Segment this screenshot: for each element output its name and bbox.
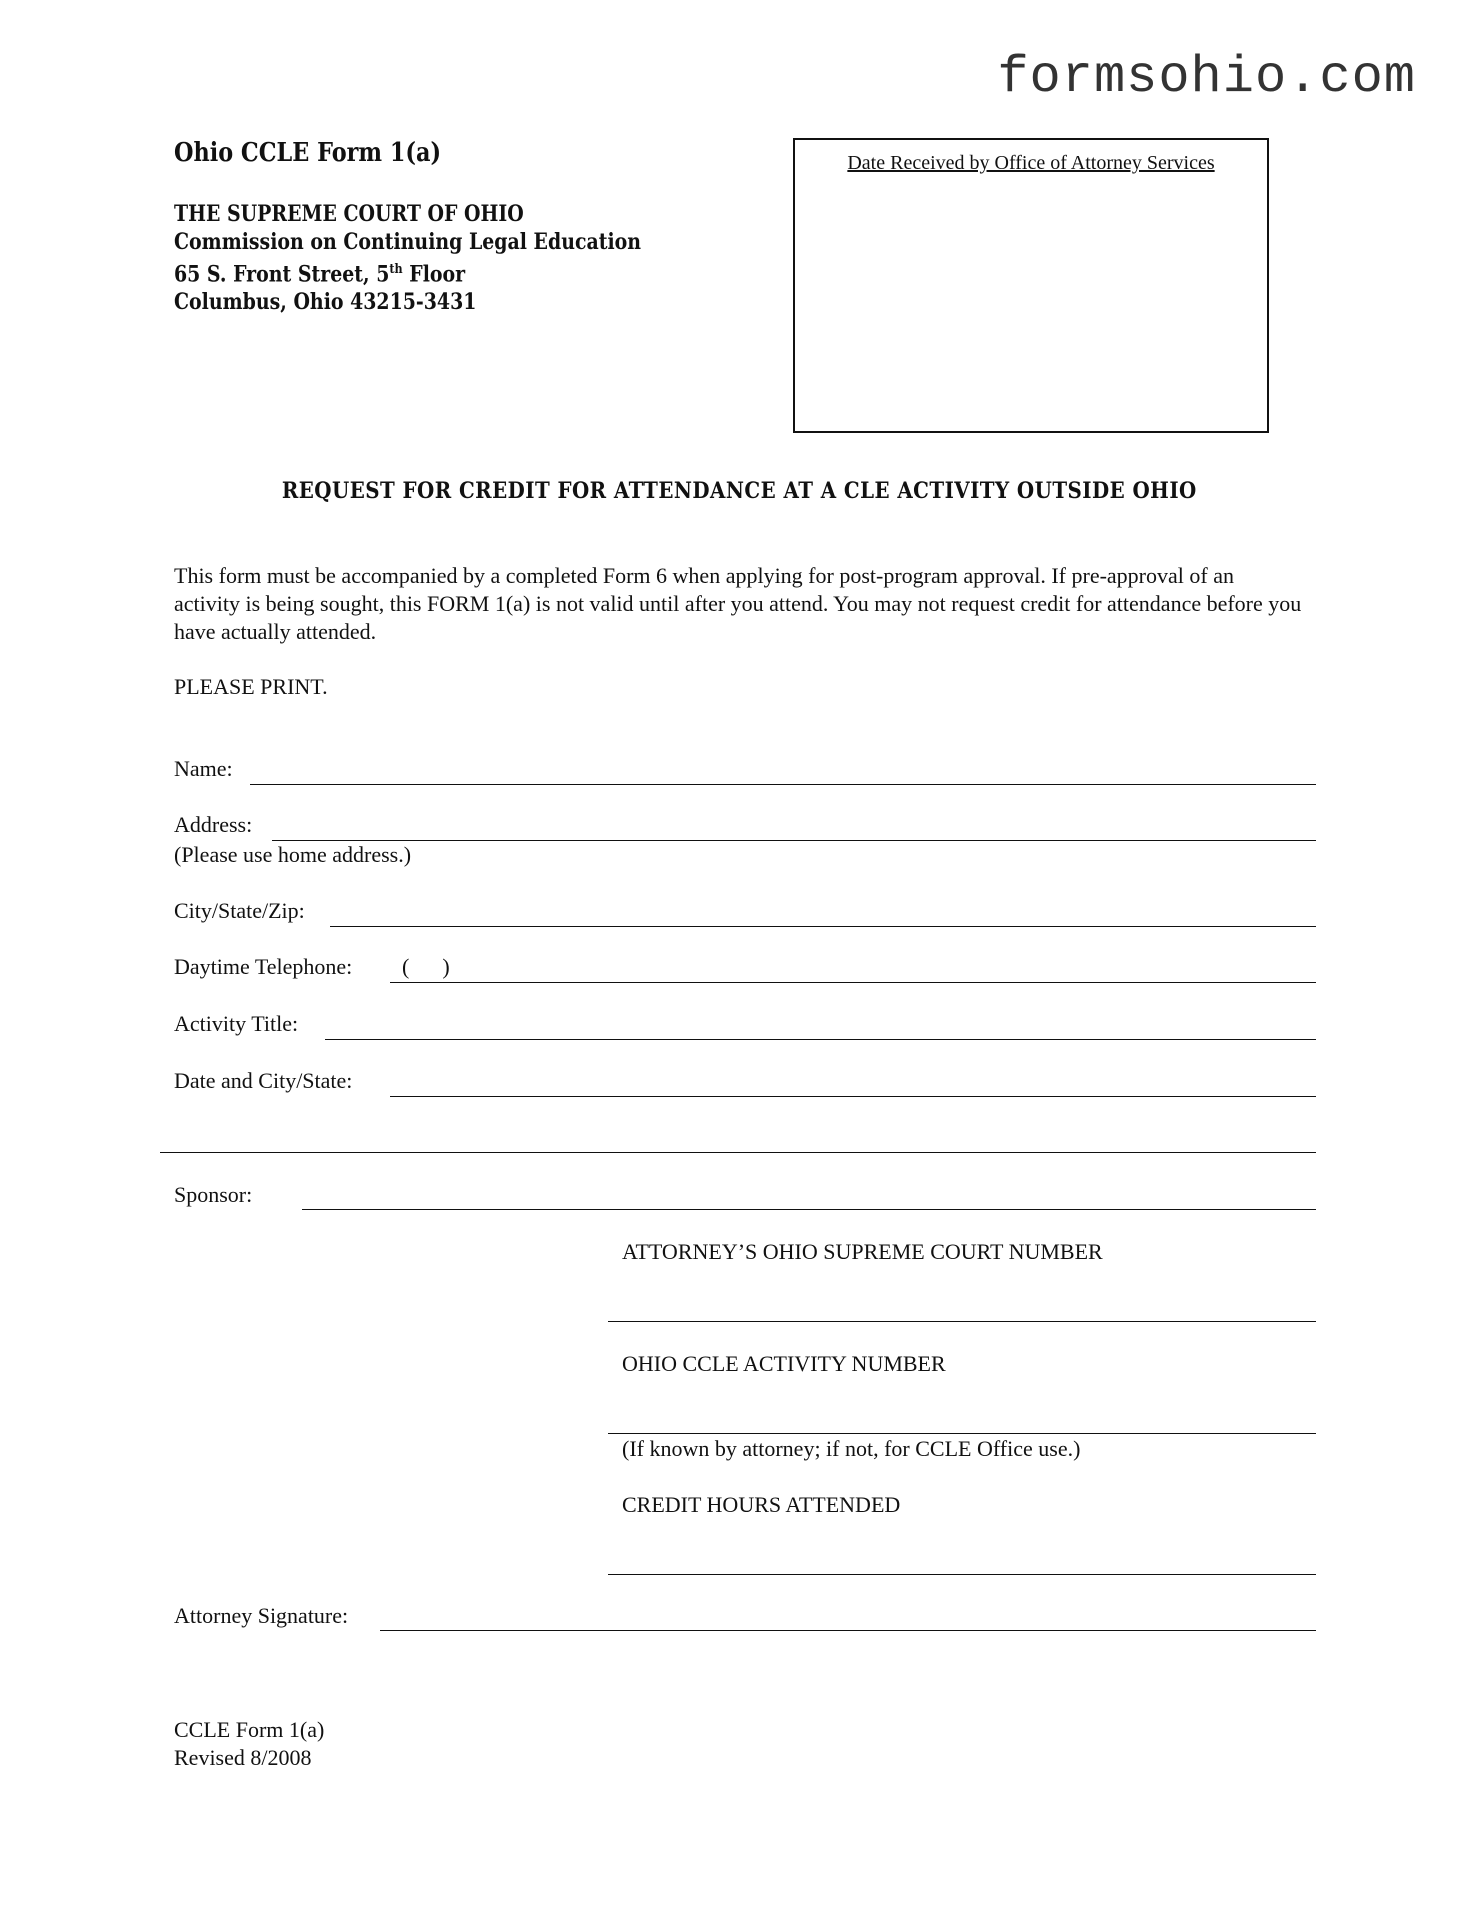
telephone-label: Daytime Telephone: <box>174 954 353 979</box>
court-name: THE SUPREME COURT OF OHIO <box>174 201 524 227</box>
address-note: (Please use home address.) <box>174 842 412 867</box>
date-city-state-field[interactable] <box>390 1096 1316 1097</box>
court-number-field[interactable] <box>608 1321 1316 1322</box>
footer-revised-date: Revised 8/2008 <box>174 1745 312 1770</box>
intro-paragraph: This form must be accompanied by a completed Form 6 when applying for post-program approval. If pre-approval of an activity is being sought, this FORM 1(a) is not valid until after you attend. You may not request credit for attendance before you have actually attended. <box>174 563 1302 644</box>
signature-label: Attorney Signature: <box>174 1603 349 1628</box>
signature-field[interactable] <box>380 1630 1316 1631</box>
commission-name: Commission on Continuing Legal Education <box>174 229 642 255</box>
city-address: Columbus, Ohio 43215-3431 <box>174 289 477 316</box>
name-field[interactable] <box>250 784 1316 785</box>
additional-line-field[interactable] <box>160 1152 1316 1153</box>
telephone-field[interactable] <box>390 982 1316 983</box>
footer <box>174 1716 324 1772</box>
date-received-box <box>793 138 1269 433</box>
footer-form-name: CCLE Form 1(a) <box>174 1717 325 1742</box>
activity-number-note: (If known by attorney; if not, for CCLE Office use.) <box>622 1436 1081 1461</box>
form-title: Ohio CCLE Form 1(a) <box>174 138 442 168</box>
activity-title-label: Activity Title: <box>174 1011 299 1036</box>
telephone-area-code: ( ) <box>402 954 450 979</box>
sponsor-label: Sponsor: <box>174 1182 253 1207</box>
city-state-zip-label: City/State/Zip: <box>174 898 305 923</box>
court-address-block <box>174 200 641 316</box>
date-city-state-label: Date and City/State: <box>174 1068 353 1093</box>
please-print-note: PLEASE PRINT. <box>174 674 328 699</box>
credit-hours-field[interactable] <box>608 1574 1316 1575</box>
name-label: Name: <box>174 756 233 781</box>
activity-number-label: OHIO CCLE ACTIVITY NUMBER <box>622 1351 946 1376</box>
address-field[interactable] <box>272 840 1316 841</box>
form-heading: REQUEST FOR CREDIT FOR ATTENDANCE AT A CLE ACTIVITY OUTSIDE OHIO <box>282 478 1197 504</box>
credit-hours-label: CREDIT HOURS ATTENDED <box>622 1492 901 1517</box>
activity-number-field[interactable] <box>608 1433 1316 1434</box>
court-number-label: ATTORNEY’S OHIO SUPREME COURT NUMBER <box>622 1239 1103 1264</box>
sponsor-field[interactable] <box>302 1209 1316 1210</box>
activity-title-field[interactable] <box>325 1039 1316 1040</box>
street-address: 65 S. Front Street, 5th Floor <box>174 261 466 288</box>
city-state-zip-field[interactable] <box>330 926 1316 927</box>
date-received-label: Date Received by Office of Attorney Services <box>847 152 1215 174</box>
site-watermark: formsohio.com <box>997 48 1416 107</box>
address-label: Address: <box>174 812 253 837</box>
